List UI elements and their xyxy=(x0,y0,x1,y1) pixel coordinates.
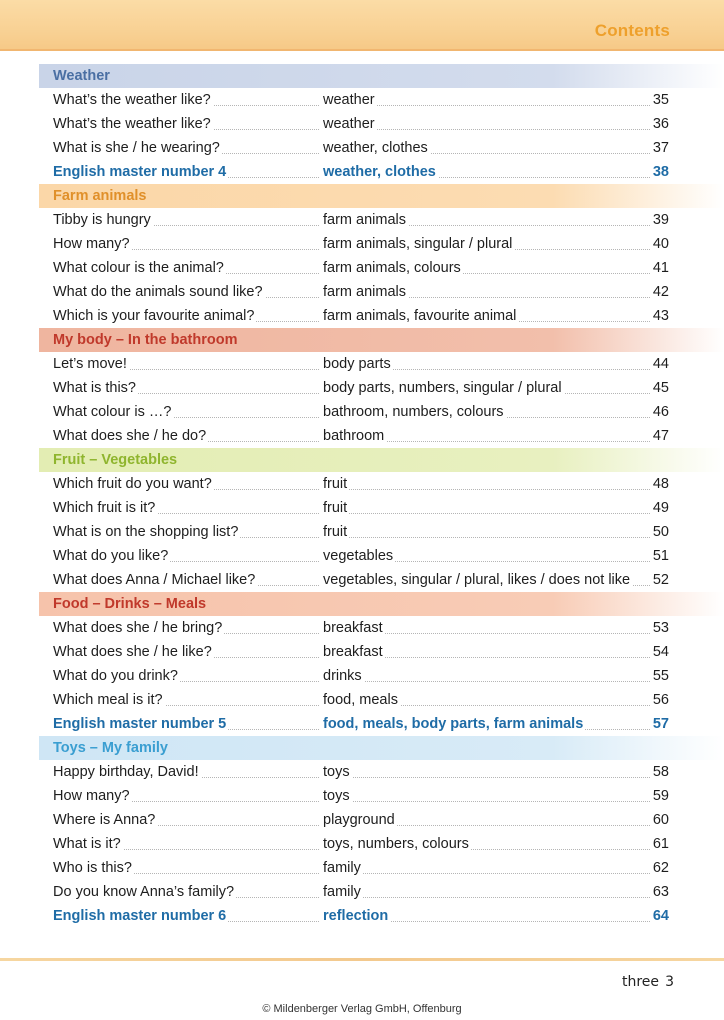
page-title: Contents xyxy=(594,21,670,40)
page-number: 62 xyxy=(652,860,669,876)
topic-theme: food, meals, body parts, farm animals xyxy=(323,716,584,732)
section-header-weather xyxy=(39,64,724,88)
topic-question: What is it? xyxy=(53,836,121,852)
topic-theme: farm animals xyxy=(323,212,406,228)
page-number: 49 xyxy=(652,500,669,516)
footer-page-number: 3 xyxy=(665,974,674,990)
page-number: 58 xyxy=(652,764,669,780)
section-header-farm-animals xyxy=(39,184,724,208)
page-number: 36 xyxy=(652,116,669,132)
topic-question: What colour is the animal? xyxy=(53,260,224,276)
topic-theme: toys xyxy=(323,788,350,804)
topic-theme: breakfast xyxy=(323,620,383,636)
section-title: Weather xyxy=(53,68,110,84)
toc-row[interactable] xyxy=(0,640,724,664)
topic-theme: farm animals xyxy=(323,284,406,300)
toc-row[interactable] xyxy=(0,208,724,232)
toc-row[interactable] xyxy=(0,472,724,496)
topic-question: What do the animals sound like? xyxy=(53,284,263,300)
toc-row[interactable] xyxy=(0,544,724,568)
page-number: 42 xyxy=(652,284,669,300)
topic-theme: fruit xyxy=(323,524,348,540)
toc-row[interactable] xyxy=(0,664,724,688)
topic-question: English master number 4 xyxy=(53,164,227,180)
topic-question: What is this? xyxy=(53,380,136,396)
topic-theme: weather, clothes xyxy=(323,140,428,156)
topic-question: Happy birthday, David! xyxy=(53,764,199,780)
topic-theme: weather xyxy=(323,92,375,108)
topic-theme: toys, numbers, colours xyxy=(323,836,469,852)
page-number: 60 xyxy=(652,812,669,828)
page-number: 50 xyxy=(652,524,669,540)
topic-theme: weather, clothes xyxy=(323,164,436,180)
topic-question: How many? xyxy=(53,788,130,804)
topic-theme: vegetables, singular / plural, likes / does not like xyxy=(323,572,631,588)
toc-row[interactable] xyxy=(0,88,724,112)
page-label: three xyxy=(621,974,659,990)
topic-question: English master number 5 xyxy=(53,716,227,732)
toc-row[interactable] xyxy=(0,424,724,448)
topic-theme: bathroom xyxy=(323,428,385,444)
page-number: 37 xyxy=(652,140,669,156)
toc-row[interactable] xyxy=(0,112,724,136)
toc-row[interactable] xyxy=(0,688,724,712)
topic-theme: body parts, numbers, singular / plural xyxy=(323,380,562,396)
section-header-my-body xyxy=(39,328,724,352)
topic-question: What is on the shopping list? xyxy=(53,524,239,540)
topic-theme: fruit xyxy=(323,500,348,516)
topic-theme: reflection xyxy=(323,908,389,924)
topic-question: Who is this? xyxy=(53,860,132,876)
toc-row[interactable] xyxy=(0,616,724,640)
page-number: 51 xyxy=(652,548,669,564)
toc-row[interactable] xyxy=(0,496,724,520)
page-number: 52 xyxy=(652,572,669,588)
toc-row[interactable] xyxy=(0,880,724,904)
topic-theme: food, meals xyxy=(323,692,398,708)
toc-row[interactable] xyxy=(0,832,724,856)
table-of-contents xyxy=(0,64,724,928)
section-title: My body – In the bathroom xyxy=(53,332,238,348)
topic-question: Do you know Anna’s family? xyxy=(53,884,235,900)
topic-question: What does Anna / Michael like? xyxy=(53,572,256,588)
page-number: 54 xyxy=(652,644,669,660)
topic-question: Which meal is it? xyxy=(53,692,163,708)
toc-row[interactable] xyxy=(0,784,724,808)
section-header-fruit-vegetables xyxy=(39,448,724,472)
topic-question: Which is your favourite animal? xyxy=(53,308,255,324)
page-number: 40 xyxy=(652,236,669,252)
toc-row[interactable] xyxy=(0,760,724,784)
toc-row-master[interactable] xyxy=(0,904,724,928)
topic-question: Let’s move! xyxy=(53,356,127,372)
page-number: 41 xyxy=(652,260,669,276)
toc-row[interactable] xyxy=(0,400,724,424)
topic-theme: toys xyxy=(323,764,350,780)
toc-row[interactable] xyxy=(0,280,724,304)
toc-row[interactable] xyxy=(0,808,724,832)
toc-row[interactable] xyxy=(0,256,724,280)
toc-row-master[interactable] xyxy=(0,160,724,184)
topic-question: What does she / he like? xyxy=(53,644,212,660)
page-number: 48 xyxy=(652,476,669,492)
toc-row[interactable] xyxy=(0,376,724,400)
section-title: Fruit – Vegetables xyxy=(53,452,178,468)
toc-row[interactable] xyxy=(0,520,724,544)
topic-question: Which fruit do you want? xyxy=(53,476,212,492)
page-number: 38 xyxy=(652,164,669,180)
topic-theme: drinks xyxy=(323,668,362,684)
page-number: 53 xyxy=(652,620,669,636)
toc-row[interactable] xyxy=(0,568,724,592)
toc-row-master[interactable] xyxy=(0,712,724,736)
topic-theme: vegetables xyxy=(323,548,394,564)
toc-row[interactable] xyxy=(0,136,724,160)
page-number: 46 xyxy=(652,404,669,420)
page-number: 44 xyxy=(652,356,669,372)
topic-question: What does she / he bring? xyxy=(53,620,223,636)
toc-row[interactable] xyxy=(0,304,724,328)
topic-theme: family xyxy=(323,860,361,876)
page-number: 45 xyxy=(652,380,669,396)
topic-question: What’s the weather like? xyxy=(53,92,211,108)
topic-question: How many? xyxy=(53,236,130,252)
topic-question: What is she / he wearing? xyxy=(53,140,220,156)
page-number: 39 xyxy=(652,212,669,228)
topic-question: What do you drink? xyxy=(53,668,178,684)
topic-theme: body parts xyxy=(323,356,391,372)
copyright-notice: © Mildenberger Verlag GmbH, Offenburg xyxy=(262,1003,462,1015)
section-title: Food – Drinks – Meals xyxy=(53,596,207,612)
topic-theme: breakfast xyxy=(323,644,383,660)
topic-question: What colour is …? xyxy=(53,404,172,420)
topic-theme: farm animals, singular / plural xyxy=(323,236,513,252)
page-number: 55 xyxy=(652,668,669,684)
topic-theme: weather xyxy=(323,116,375,132)
topic-question: What does she / he do? xyxy=(53,428,207,444)
section-title: Toys – My family xyxy=(53,740,168,756)
toc-row[interactable] xyxy=(0,856,724,880)
page-number: 57 xyxy=(652,716,669,732)
page-number: 56 xyxy=(652,692,669,708)
section-header-food-drinks-meals xyxy=(39,592,724,616)
section-title: Farm animals xyxy=(53,188,147,204)
topic-question: Where is Anna? xyxy=(53,812,156,828)
topic-question: What do you like? xyxy=(53,548,169,564)
topic-theme: bathroom, numbers, colours xyxy=(323,404,504,420)
topic-question: Tibby is hungry xyxy=(53,212,151,228)
topic-theme: family xyxy=(323,884,361,900)
toc-row[interactable] xyxy=(0,352,724,376)
page-number: 59 xyxy=(652,788,669,804)
section-header-toys-my-family xyxy=(39,736,724,760)
topic-question: Which fruit is it? xyxy=(53,500,156,516)
footer-divider xyxy=(0,958,724,961)
page-number: 35 xyxy=(652,92,669,108)
page-number: 43 xyxy=(652,308,669,324)
topic-theme: farm animals, favourite animal xyxy=(323,308,517,324)
page-number: 61 xyxy=(652,836,669,852)
toc-row[interactable] xyxy=(0,232,724,256)
page-number: 63 xyxy=(652,884,669,900)
topic-question: What’s the weather like? xyxy=(53,116,211,132)
topic-theme: fruit xyxy=(323,476,348,492)
topic-theme: playground xyxy=(323,812,395,828)
topic-question: English master number 6 xyxy=(53,908,227,924)
topic-theme: farm animals, colours xyxy=(323,260,461,276)
page-number: 64 xyxy=(652,908,669,924)
page-number: 47 xyxy=(652,428,669,444)
